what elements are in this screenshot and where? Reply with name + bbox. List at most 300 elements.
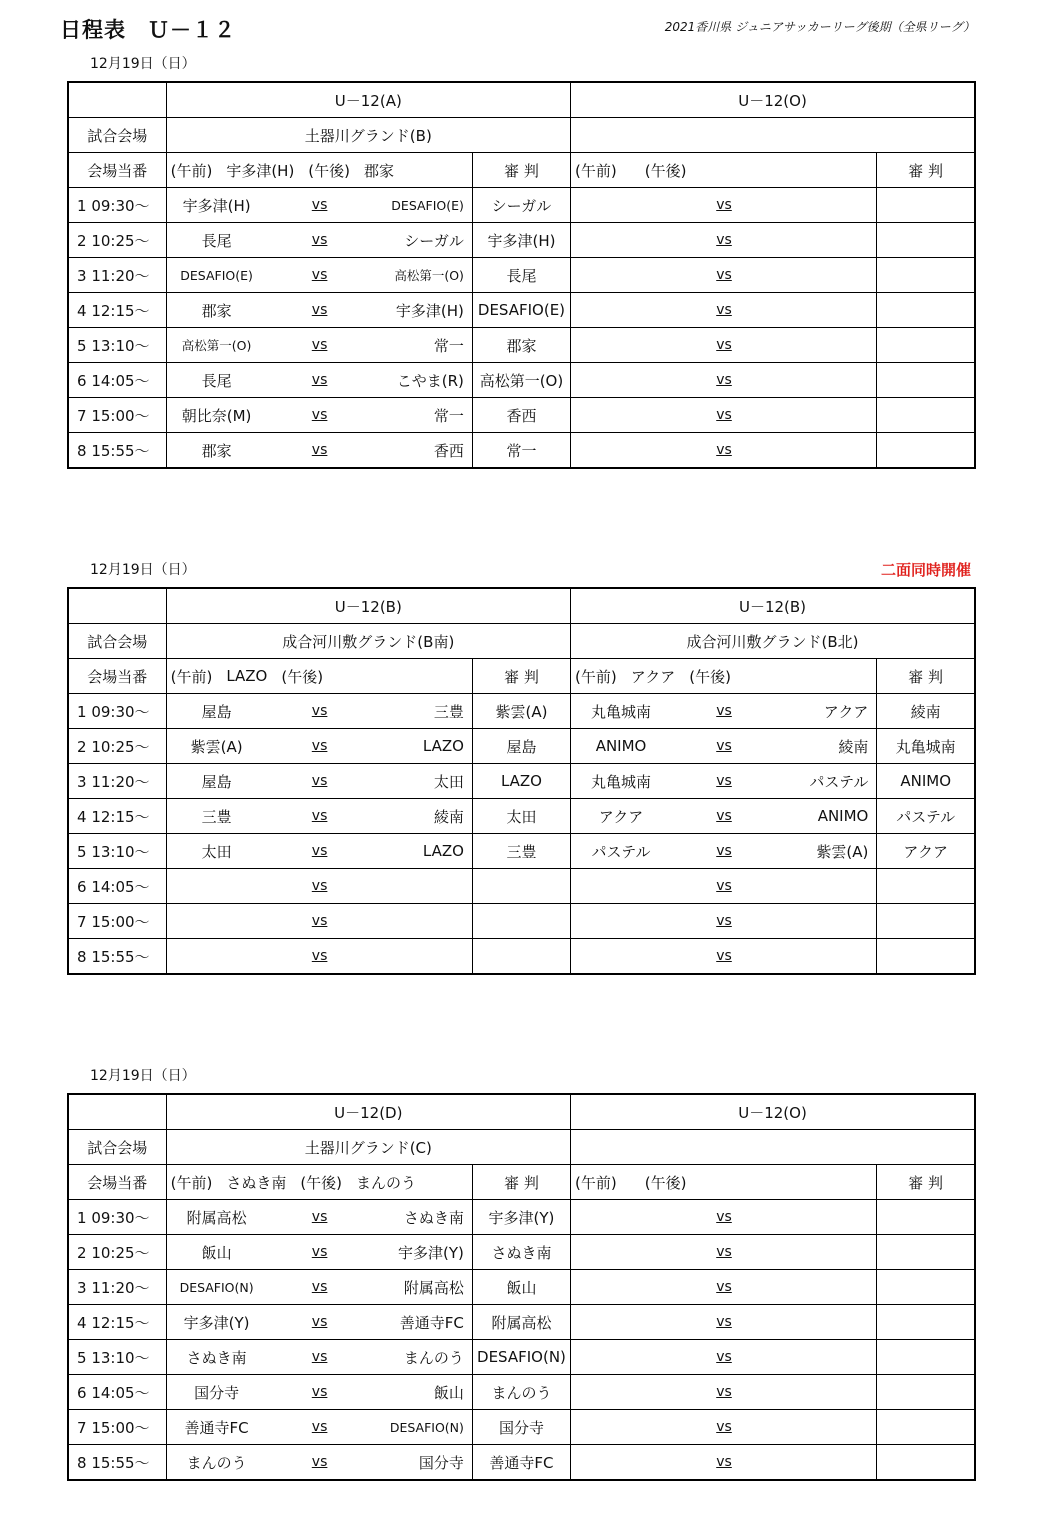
referee-cell: 太田 (472, 799, 570, 834)
division-row (68, 1094, 975, 1130)
slot-cell (68, 1340, 166, 1375)
slot-number: 3 (77, 772, 87, 791)
away-team: 飯山 (433, 1383, 464, 1402)
vs-label: vs (716, 267, 732, 283)
match-row (68, 834, 975, 869)
vs-label: vs (716, 302, 732, 318)
match-cell-left (166, 1410, 472, 1445)
match-row (68, 1200, 975, 1235)
slot-number: 8 (77, 947, 87, 966)
vs-label: vs (716, 843, 732, 859)
slot-number: 6 (77, 1383, 87, 1402)
home-team: 高松第一(O) (181, 338, 252, 353)
vs-label: vs (716, 197, 732, 213)
referee-cell (877, 1270, 975, 1305)
away-team: DESAFIO(E) (391, 197, 464, 213)
referee-cell: 紫雲(A) (472, 694, 570, 729)
home-team: 丸亀城南 (591, 702, 652, 721)
vs-label: vs (311, 948, 328, 964)
match-row (68, 363, 975, 398)
match-cell-left (166, 1200, 472, 1235)
am-team: LAZO (226, 667, 268, 685)
slot-number: 8 (77, 1453, 87, 1472)
slot-time: 09:30～ (91, 196, 150, 215)
slot-cell (68, 939, 166, 975)
home-team: まんのう (186, 1453, 247, 1472)
referee-cell: まんのう (472, 1375, 570, 1410)
referee-cell (877, 188, 975, 223)
home-team: 郡家 (201, 441, 232, 460)
slot-time: 15:00～ (91, 912, 150, 931)
match-cell-left (166, 904, 472, 939)
venue-right: 成合河川敷グランド(B北) (571, 624, 975, 659)
referee-cell (877, 904, 975, 939)
away-team: 善通寺FC (399, 1313, 464, 1332)
duty-label: 会場当番 (68, 1165, 166, 1200)
referee-header-right: 審 判 (877, 1165, 975, 1200)
vs-label: vs (311, 232, 328, 248)
division-right: U－12(B) (571, 588, 975, 624)
slot-time: 14:05～ (91, 371, 150, 390)
referee-cell: 郡家 (472, 328, 570, 363)
slot-time: 15:00～ (91, 1418, 150, 1437)
match-cell-left (166, 939, 472, 975)
referee-cell: 飯山 (472, 1270, 570, 1305)
pm-team: まんのう (356, 1173, 417, 1192)
match-cell-right (571, 869, 877, 904)
duty-right (571, 1165, 877, 1200)
schedule-table (67, 1093, 976, 1481)
am-label: (午前) (575, 161, 617, 180)
slot-number: 6 (77, 877, 87, 896)
home-team: ANIMO (595, 737, 647, 755)
pm-label: (午後) (308, 161, 351, 180)
vs-label: vs (311, 843, 328, 859)
match-cell-left (166, 694, 472, 729)
match-cell-left (166, 328, 472, 363)
match-cell-right (571, 1445, 877, 1481)
duty-label: 会場当番 (68, 659, 166, 694)
pm-label: (午後) (300, 1173, 343, 1192)
match-row (68, 328, 975, 363)
home-team: DESAFIO(N) (179, 1279, 254, 1295)
corner-cell (68, 588, 166, 624)
vs-label: vs (311, 372, 328, 388)
duty-row (68, 1165, 975, 1200)
division-left: U－12(B) (166, 588, 570, 624)
vs-label: vs (716, 1419, 732, 1435)
duty-left (166, 659, 472, 694)
vs-label: vs (311, 738, 328, 754)
match-cell-left (166, 834, 472, 869)
referee-cell (877, 293, 975, 328)
match-cell-right (571, 1375, 877, 1410)
match-row (68, 258, 975, 293)
slot-number: 8 (77, 441, 87, 460)
am-label: (午前) (575, 667, 617, 686)
referee-cell (877, 869, 975, 904)
match-row (68, 939, 975, 975)
vs-label: vs (716, 1314, 732, 1330)
home-team: 長尾 (201, 231, 232, 250)
slot-cell (68, 1410, 166, 1445)
referee-header-left: 審 判 (472, 1165, 570, 1200)
pm-label: (午後) (644, 161, 687, 180)
match-cell-right (571, 433, 877, 469)
referee-cell: 香西 (472, 398, 570, 433)
match-row (68, 188, 975, 223)
match-row (68, 1410, 975, 1445)
vs-label: vs (716, 407, 732, 423)
home-team: 附属高松 (186, 1208, 247, 1227)
slot-number: 4 (77, 1313, 87, 1332)
match-cell-left (166, 1375, 472, 1410)
match-cell-right (571, 363, 877, 398)
referee-cell: パステル (877, 799, 975, 834)
vs-label: vs (716, 1349, 732, 1365)
slot-time: 15:00～ (91, 406, 150, 425)
duty-row (68, 153, 975, 188)
home-team: さぬき南 (186, 1348, 247, 1367)
vs-label: vs (716, 1244, 732, 1260)
duty-label: 会場当番 (68, 153, 166, 188)
match-cell-right (571, 1270, 877, 1305)
match-cell-left (166, 433, 472, 469)
pm-team: 郡家 (364, 161, 395, 180)
slot-time: 14:05～ (91, 877, 150, 896)
home-team: 郡家 (201, 301, 232, 320)
match-row (68, 433, 975, 469)
duty-left (166, 153, 472, 188)
home-team: 三豊 (201, 807, 232, 826)
referee-cell: LAZO (472, 764, 570, 799)
away-team: 高松第一(O) (394, 268, 464, 283)
vs-label: vs (311, 913, 328, 929)
home-team: 屋島 (201, 702, 232, 721)
away-team: アクア (823, 702, 869, 721)
slot-cell (68, 398, 166, 433)
referee-cell (877, 1305, 975, 1340)
referee-header-right: 審 判 (877, 659, 975, 694)
slot-time: 11:20～ (91, 1278, 150, 1297)
slot-time: 13:10～ (91, 1348, 150, 1367)
venue-left: 土器川グランド(C) (166, 1130, 570, 1165)
slot-cell (68, 1445, 166, 1481)
division-right: U－12(O) (571, 1094, 975, 1130)
schedule-table (67, 587, 976, 975)
away-team: こやま(R) (396, 371, 464, 390)
match-cell-left (166, 1305, 472, 1340)
am-team: アクア (630, 667, 676, 686)
division-row (68, 588, 975, 624)
division-right: U－12(O) (571, 82, 975, 118)
pm-label: (午後) (689, 667, 732, 686)
slot-number: 5 (77, 842, 87, 861)
vs-label: vs (716, 1279, 732, 1295)
schedule-table (67, 81, 976, 469)
slot-time: 11:20～ (91, 266, 150, 285)
corner-cell (68, 82, 166, 118)
match-cell-right (571, 799, 877, 834)
slot-time: 12:15～ (91, 301, 150, 320)
slot-cell (68, 764, 166, 799)
away-team: パステル (809, 772, 869, 791)
schedule-date: 12月19日（日） (90, 562, 196, 578)
slot-cell (68, 328, 166, 363)
match-row (68, 1375, 975, 1410)
away-team: ANIMO (817, 807, 869, 825)
home-team: DESAFIO(E) (180, 267, 253, 283)
referee-cell (877, 433, 975, 469)
away-team: さぬき南 (403, 1208, 464, 1227)
vs-label: vs (716, 442, 732, 458)
match-cell-right (571, 398, 877, 433)
match-cell-right (571, 258, 877, 293)
slot-cell (68, 258, 166, 293)
vs-label: vs (311, 267, 328, 283)
slot-time: 09:30～ (91, 1208, 150, 1227)
referee-cell: 丸亀城南 (877, 729, 975, 764)
home-team: アクア (598, 807, 644, 826)
slot-number: 2 (77, 231, 87, 250)
slot-time: 15:55～ (91, 1453, 150, 1472)
vs-label: vs (311, 1244, 328, 1260)
vs-label: vs (716, 337, 732, 353)
match-cell-left (166, 258, 472, 293)
match-cell-right (571, 729, 877, 764)
slot-number: 1 (77, 196, 87, 215)
referee-cell: 宇多津(H) (472, 223, 570, 258)
referee-cell (877, 1200, 975, 1235)
slot-time: 12:15～ (91, 1313, 150, 1332)
slot-time: 10:25～ (91, 231, 150, 250)
slot-cell (68, 904, 166, 939)
duty-right (571, 153, 877, 188)
away-team: 常一 (433, 336, 464, 355)
vs-label: vs (311, 1279, 328, 1295)
away-team: 宇多津(H) (395, 301, 464, 320)
vs-label: vs (716, 808, 732, 824)
referee-cell: 善通寺FC (472, 1445, 570, 1481)
vs-label: vs (311, 442, 328, 458)
match-row (68, 904, 975, 939)
home-team: 宇多津(Y) (183, 1313, 250, 1332)
referee-cell: ANIMO (877, 764, 975, 799)
vs-label: vs (311, 878, 328, 894)
vs-label: vs (311, 1384, 328, 1400)
match-cell-right (571, 188, 877, 223)
slot-number: 1 (77, 1208, 87, 1227)
vs-label: vs (716, 372, 732, 388)
away-team: DESAFIO(N) (389, 1419, 464, 1435)
referee-cell: DESAFIO(E) (472, 293, 570, 328)
match-cell-right (571, 223, 877, 258)
venue-right (571, 118, 975, 153)
slot-time: 11:20～ (91, 772, 150, 791)
match-row (68, 764, 975, 799)
match-cell-right (571, 1340, 877, 1375)
venue-right (571, 1130, 975, 1165)
home-team: 紫雲(A) (190, 737, 243, 756)
referee-cell (877, 363, 975, 398)
slot-cell (68, 834, 166, 869)
match-row (68, 398, 975, 433)
vs-label: vs (311, 808, 328, 824)
slot-number: 5 (77, 1348, 87, 1367)
referee-cell: アクア (877, 834, 975, 869)
slot-cell (68, 293, 166, 328)
pm-label: (午後) (281, 667, 324, 686)
slot-cell (68, 433, 166, 469)
duty-left (166, 1165, 472, 1200)
referee-cell (877, 1375, 975, 1410)
vs-label: vs (716, 703, 732, 719)
referee-cell (877, 1340, 975, 1375)
am-team: 宇多津(H) (226, 161, 295, 180)
slot-cell (68, 1200, 166, 1235)
slot-cell (68, 1305, 166, 1340)
away-team: 綾南 (838, 737, 869, 756)
vs-label: vs (311, 703, 328, 719)
venue-left: 成合河川敷グランド(B南) (166, 624, 570, 659)
match-cell-left (166, 1340, 472, 1375)
match-cell-left (166, 764, 472, 799)
home-team: 朝比奈(M) (181, 406, 252, 425)
slot-number: 6 (77, 371, 87, 390)
home-team: 善通寺FC (184, 1418, 249, 1437)
venue-label: 試合会場 (68, 1130, 166, 1165)
referee-cell: 長尾 (472, 258, 570, 293)
slot-time: 13:10～ (91, 842, 150, 861)
division-left: U－12(D) (166, 1094, 570, 1130)
referee-cell (472, 869, 570, 904)
vs-label: vs (716, 1384, 732, 1400)
away-team: 綾南 (433, 807, 464, 826)
match-cell-left (166, 1270, 472, 1305)
slot-number: 3 (77, 266, 87, 285)
referee-cell (877, 1445, 975, 1481)
home-team: パステル (591, 842, 651, 861)
slot-cell (68, 694, 166, 729)
vs-label: vs (311, 1454, 328, 1470)
home-team: 丸亀城南 (591, 772, 652, 791)
venue-label: 試合会場 (68, 118, 166, 153)
slot-time: 12:15～ (91, 807, 150, 826)
referee-cell: 宇多津(Y) (472, 1200, 570, 1235)
schedule-date: 12月19日（日） (90, 1068, 196, 1084)
match-cell-right (571, 1410, 877, 1445)
vs-label: vs (716, 1454, 732, 1470)
match-cell-left (166, 799, 472, 834)
away-team: シーガル (404, 231, 464, 250)
away-team: 三豊 (433, 702, 464, 721)
away-team: 常一 (433, 406, 464, 425)
match-cell-left (166, 398, 472, 433)
slot-number: 4 (77, 807, 87, 826)
home-team: 宇多津(H) (182, 196, 251, 215)
referee-cell (472, 939, 570, 975)
venue-left: 土器川グランド(B) (166, 118, 570, 153)
slot-cell (68, 1235, 166, 1270)
home-team: 飯山 (201, 1243, 232, 1262)
slot-number: 2 (77, 1243, 87, 1262)
match-cell-right (571, 328, 877, 363)
referee-cell (877, 398, 975, 433)
vs-label: vs (716, 232, 732, 248)
match-cell-right (571, 904, 877, 939)
division-row (68, 82, 975, 118)
match-cell-right (571, 939, 877, 975)
slot-cell (68, 223, 166, 258)
match-row (68, 1340, 975, 1375)
match-cell-right (571, 293, 877, 328)
vs-label: vs (311, 407, 328, 423)
away-team: まんのう (403, 1348, 464, 1367)
slot-cell (68, 188, 166, 223)
match-cell-left (166, 729, 472, 764)
match-row (68, 869, 975, 904)
match-row (68, 1305, 975, 1340)
match-row (68, 223, 975, 258)
division-left: U－12(A) (166, 82, 570, 118)
referee-cell: 常一 (472, 433, 570, 469)
am-team: さぬき南 (226, 1173, 287, 1192)
vs-label: vs (311, 1209, 328, 1225)
away-team: 国分寺 (418, 1453, 464, 1472)
away-team: 附属高松 (403, 1278, 464, 1297)
vs-label: vs (311, 337, 328, 353)
referee-header-left: 審 判 (472, 153, 570, 188)
vs-label: vs (716, 773, 732, 789)
match-cell-left (166, 188, 472, 223)
match-row (68, 1235, 975, 1270)
vs-label: vs (716, 913, 732, 929)
vs-label: vs (716, 1209, 732, 1225)
home-team: 長尾 (201, 371, 232, 390)
away-team: LAZO (422, 842, 464, 860)
match-cell-left (166, 869, 472, 904)
slot-cell (68, 729, 166, 764)
match-row (68, 1270, 975, 1305)
match-row (68, 1445, 975, 1481)
slot-time: 15:55～ (91, 947, 150, 966)
slot-time: 13:10～ (91, 336, 150, 355)
referee-cell (877, 258, 975, 293)
slot-time: 14:05～ (91, 1383, 150, 1402)
slot-cell (68, 869, 166, 904)
slot-time: 10:25～ (91, 737, 150, 756)
away-team: 紫雲(A) (816, 842, 869, 861)
vs-label: vs (716, 878, 732, 894)
venue-row (68, 1130, 975, 1165)
venue-row (68, 624, 975, 659)
slot-cell (68, 799, 166, 834)
away-team: LAZO (422, 737, 464, 755)
slot-time: 10:25～ (91, 1243, 150, 1262)
referee-cell: 高松第一(O) (472, 363, 570, 398)
slot-number: 7 (77, 1418, 87, 1437)
referee-cell: 国分寺 (472, 1410, 570, 1445)
match-cell-left (166, 1445, 472, 1481)
referee-cell: さぬき南 (472, 1235, 570, 1270)
match-cell-right (571, 1200, 877, 1235)
match-row (68, 293, 975, 328)
vs-label: vs (311, 302, 328, 318)
slot-number: 7 (77, 912, 87, 931)
referee-cell: シーガル (472, 188, 570, 223)
match-cell-right (571, 764, 877, 799)
league-subtitle: 2021香川県 ジュニアサッカーリーグ後期（全県リーグ） (664, 20, 975, 34)
